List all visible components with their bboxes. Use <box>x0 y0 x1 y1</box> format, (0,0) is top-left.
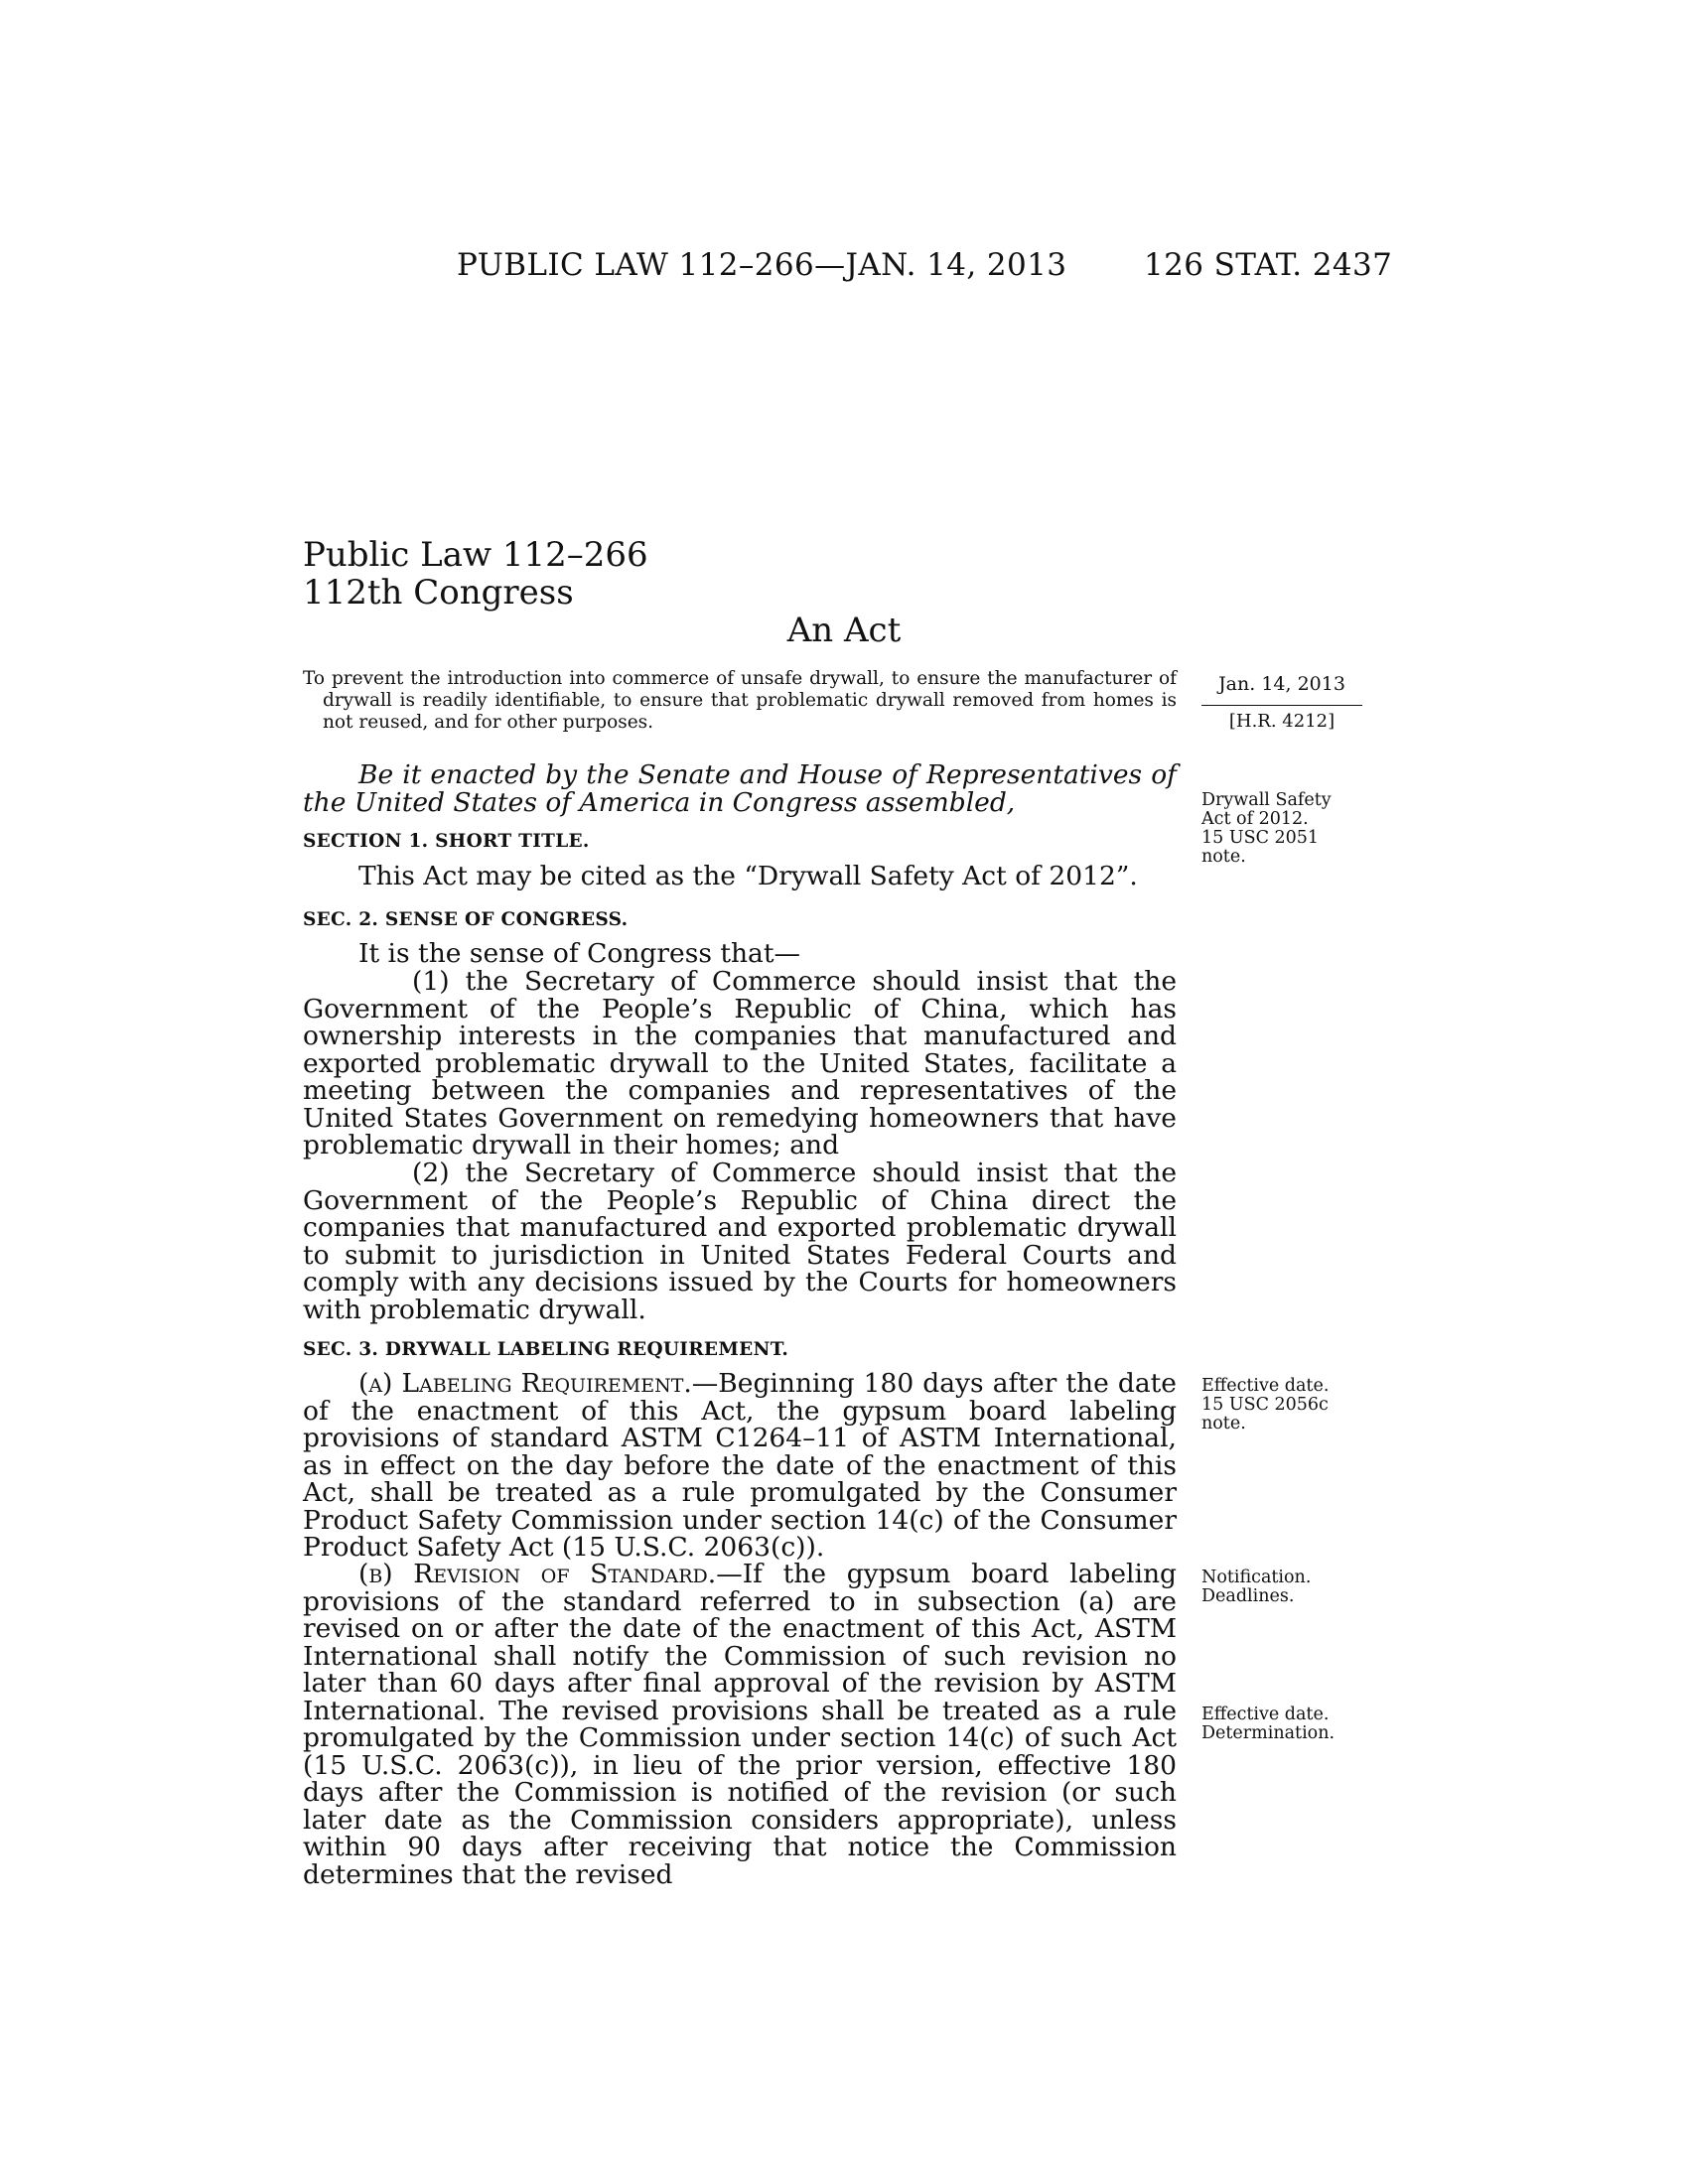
margin-note-line: note. <box>1201 847 1246 867</box>
margin-note-line: 15 USC 2051 <box>1201 828 1320 848</box>
running-header-left: PUBLIC LAW 112–266—JAN. 14, 2013 <box>457 247 1067 283</box>
law-title-block <box>303 536 648 612</box>
section-3-subsection-b <box>303 1561 1177 1888</box>
enacting-clause: Be it enacted by the Senate and House of Representatives of the United States of America in Congress assembled, <box>303 759 1177 818</box>
running-header-page: 126 STAT. 2437 <box>1144 247 1393 283</box>
long-title: To prevent the introduction into commerce of unsafe drywall, to ensure the manufacturer of drywall is readily identifiable, to ensure that problematic drywall removed from homes is not reused, and for other purposes. <box>303 668 1177 733</box>
margin-note-line: note. <box>1201 1414 1246 1433</box>
margin-note-labeling <box>1201 1377 1329 1433</box>
subsection-b-heading: (b) Revision of Standard. <box>358 1559 717 1589</box>
margin-note-line: Effective date. <box>1201 1705 1330 1724</box>
section-1-text: This Act may be cited as the “Drywall Safety Act of 2012”. <box>358 861 1138 891</box>
side-divider <box>1201 705 1362 706</box>
margin-note-revision-2 <box>1201 1706 1335 1743</box>
bill-number: [H.R. 4212] <box>1228 711 1336 732</box>
margin-note-line: Deadlines. <box>1201 1586 1295 1606</box>
enactment-date: Jan. 14, 2013 <box>1218 673 1345 695</box>
section-3-heading: SEC. 3. DRYWALL LABELING REQUIREMENT. <box>303 1339 789 1360</box>
margin-note-revision-1 <box>1201 1569 1311 1606</box>
congress-number: 112th Congress <box>303 573 574 613</box>
margin-note-short-title <box>1201 791 1332 867</box>
margin-note-line: Notification. <box>1201 1568 1312 1587</box>
margin-note-line: Determination. <box>1201 1723 1336 1743</box>
section-1-heading: SECTION 1. SHORT TITLE. <box>303 831 590 852</box>
section-2-paragraph-2: (2) the Secretary of Commerce should insist that the Government of the People’s Republic of China direct the companies that manufactured and exported problematic drywall to submit to jurisdiction in United States Federal Courts and comply with any decisions issued by the Courts for homeowners with problematic drywall. <box>303 1158 1177 1325</box>
subsection-a-heading: (a) Labeling Requirement. <box>358 1368 692 1399</box>
section-2-heading: SEC. 2. SENSE OF CONGRESS. <box>303 909 629 930</box>
margin-note-line: Act of 2012. <box>1201 809 1309 829</box>
section-2-intro: It is the sense of Congress that— <box>358 938 801 969</box>
margin-note-line: 15 USC 2056c <box>1201 1395 1329 1415</box>
section-3-subsection-a <box>303 1370 1177 1562</box>
subsection-b-text: —If the gypsum board labeling provisions of the standard referred to in subsection (a) are revised on or after the date of the enactment of this Act, ASTM International shall notify the Commission of such revision no later than 60 days after final approval of the revision by ASTM International. The revised provisions shall be treated as a rule promulgated by the Commission under section 14(c) of such Act (15 U.S.C. 2063(c)), in lieu of the prior version, effective 180 days after the Commission is notified of the revision (or such later date as the Commission considers appropriate), unless within 90 days after receiving that notice the Commission determines that the revised <box>303 1559 1177 1890</box>
act-heading: An Act <box>786 611 902 650</box>
section-2-paragraph-1: (1) the Secretary of Commerce should insist that the Government of the People’s Republic of China, which has ownership interests in the companies that manufactured and exported problematic drywall to the United States, facilitate a meeting between the companies and representatives of the United States Government on remedying homeowners that have problematic drywall in their homes; and <box>303 966 1177 1160</box>
margin-note-line: Drywall Safety <box>1201 790 1332 810</box>
subsection-a-text: —Beginning 180 days after the date of the enactment of this Act, the gypsum board labeling provisions of standard ASTM C1264–11 of ASTM International, as in effect on the day before the date of the enactment of this Act, shall be treated as a rule promulgated by the Consumer Product Safety Commission under section 14(c) of the Consumer Product Safety Act (15 U.S.C. 2063(c)). <box>303 1368 1177 1563</box>
margin-note-line: Effective date. <box>1201 1376 1330 1396</box>
public-law-number: Public Law 112–266 <box>303 535 648 575</box>
